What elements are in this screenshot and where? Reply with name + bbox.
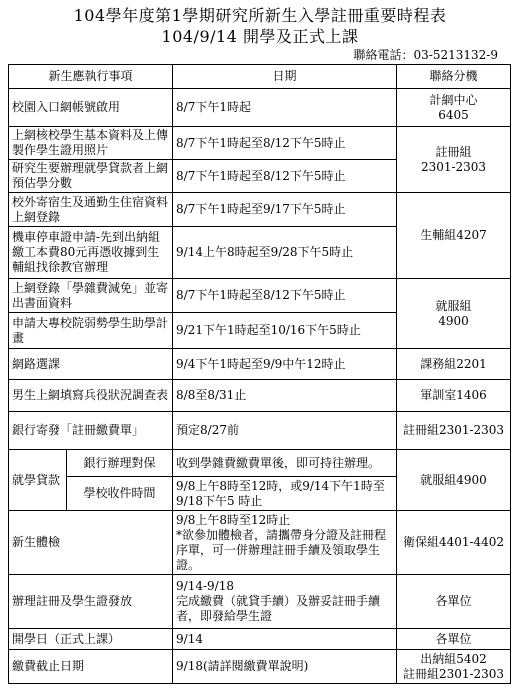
- row-item: 校園入口網帳號啟用: [9, 89, 173, 127]
- row-item: 研究生要辦理就學貸款者上網預估學分數: [9, 160, 173, 193]
- page-title: 104學年度第1學期研究所新生入學註冊重要時程表: [73, 6, 447, 25]
- row-date: 9/18(請詳閱繳費單說明): [173, 650, 397, 684]
- row-date: 9/14上午8時起至9/28下午5時止: [173, 227, 397, 279]
- row-item: 機車停車證申請-先到出納組繳工本費80元再憑收據到生輔組找徐教官辦理: [9, 227, 173, 279]
- row-group-label: 就學貸款: [9, 450, 67, 511]
- row-date: 8/8至8/31止: [173, 380, 397, 412]
- column-header-contact: 聯絡分機: [397, 65, 511, 89]
- row-item: 辦理註冊及學生證發放: [9, 575, 173, 629]
- table-row: [9, 127, 511, 160]
- page-subtitle: 104/9/14 開學及正式上課: [161, 27, 359, 46]
- row-item: 繳費截止日期: [9, 650, 173, 684]
- row-date: 9/14: [173, 629, 397, 650]
- row-date: 9/4下午1時起至9/9中午12時止: [173, 349, 397, 380]
- row-contact: 各單位: [397, 575, 511, 629]
- row-contact: 計網中心 6405: [397, 89, 511, 127]
- row-item: 男生上網填寫兵役狀況調查表: [9, 380, 173, 412]
- row-date: 9/8上午8時至12時，或9/14下午1時至9/18下午5 時止: [173, 477, 397, 511]
- row-contact: 出納組5402 註冊組2301-2303: [397, 650, 511, 684]
- row-date: 8/7下午1時起至8/12下午5時止: [173, 160, 397, 193]
- table-row: [9, 193, 511, 227]
- table-row: [9, 450, 511, 477]
- row-item: 校外寄宿生及通勤生住宿資料上網登錄: [9, 193, 173, 227]
- row-date: 8/7下午1時起至8/12下午5時止: [173, 127, 397, 160]
- row-sub-item: 銀行辦理對保: [67, 450, 173, 477]
- row-contact: 生輔組4207: [397, 193, 511, 279]
- table-row: [9, 279, 511, 313]
- row-item: 上網登錄「學雜費減免」並寄出書面資料: [9, 279, 173, 313]
- row-date: 收到學雜費繳費單後，即可持往辦理。: [173, 450, 397, 477]
- table-row: [9, 349, 511, 380]
- row-date: 9/21下午1時起至10/16下午5時止: [173, 313, 397, 349]
- row-item: 開學日（正式上課）: [9, 629, 173, 650]
- row-date: 8/7下午1時起至8/12下午5時止: [173, 279, 397, 313]
- row-item: 新生體檢: [9, 511, 173, 575]
- row-date: 9/14-9/18 完成繳費（就貸手續）及辦妥註冊手續者，即發給學生證: [173, 575, 397, 629]
- row-item: 銀行寄發「註冊繳費單」: [9, 412, 173, 450]
- column-header-item: 新生應執行事項: [9, 65, 173, 89]
- column-header-date: 日期: [173, 65, 397, 89]
- row-date: 9/8上午8時至12時止 *欲參加體檢者，請攜帶身分證及註冊程序單，可一併辦理註冊手續及領取學生證。: [173, 511, 397, 575]
- row-contact: 課務組2201: [397, 349, 511, 380]
- row-contact: 註冊組2301-2303: [397, 412, 511, 450]
- schedule-table: [8, 64, 511, 684]
- row-contact: 軍訓室1406: [397, 380, 511, 412]
- contact-phone: 聯絡電話：03-5213132-9: [353, 48, 498, 62]
- table-row: [9, 412, 511, 450]
- table-row: [9, 629, 511, 650]
- table-row: [9, 650, 511, 684]
- table-row: [9, 511, 511, 575]
- row-contact: 各單位: [397, 629, 511, 650]
- row-contact: 就服組 4900: [397, 279, 511, 349]
- row-date: 預定8/27前: [173, 412, 397, 450]
- row-date: 8/7下午1時起至9/17下午5時止: [173, 193, 397, 227]
- row-date: 8/7下午1時起: [173, 89, 397, 127]
- row-item: 申請大專校院弱勢學生助學計畫: [9, 313, 173, 349]
- row-item: 上網核校學生基本資料及上傳製作學生證用照片: [9, 127, 173, 160]
- table-row: [9, 89, 511, 127]
- table-header-row: [9, 65, 511, 89]
- row-contact: 註冊組 2301-2303: [397, 127, 511, 193]
- row-sub-item: 學校收件時間: [67, 477, 173, 511]
- row-contact: 就服組4900: [397, 450, 511, 511]
- table-row: [9, 575, 511, 629]
- row-item: 網路選課: [9, 349, 173, 380]
- table-row: [9, 380, 511, 412]
- row-contact: 衛保組4401-4402: [397, 511, 511, 575]
